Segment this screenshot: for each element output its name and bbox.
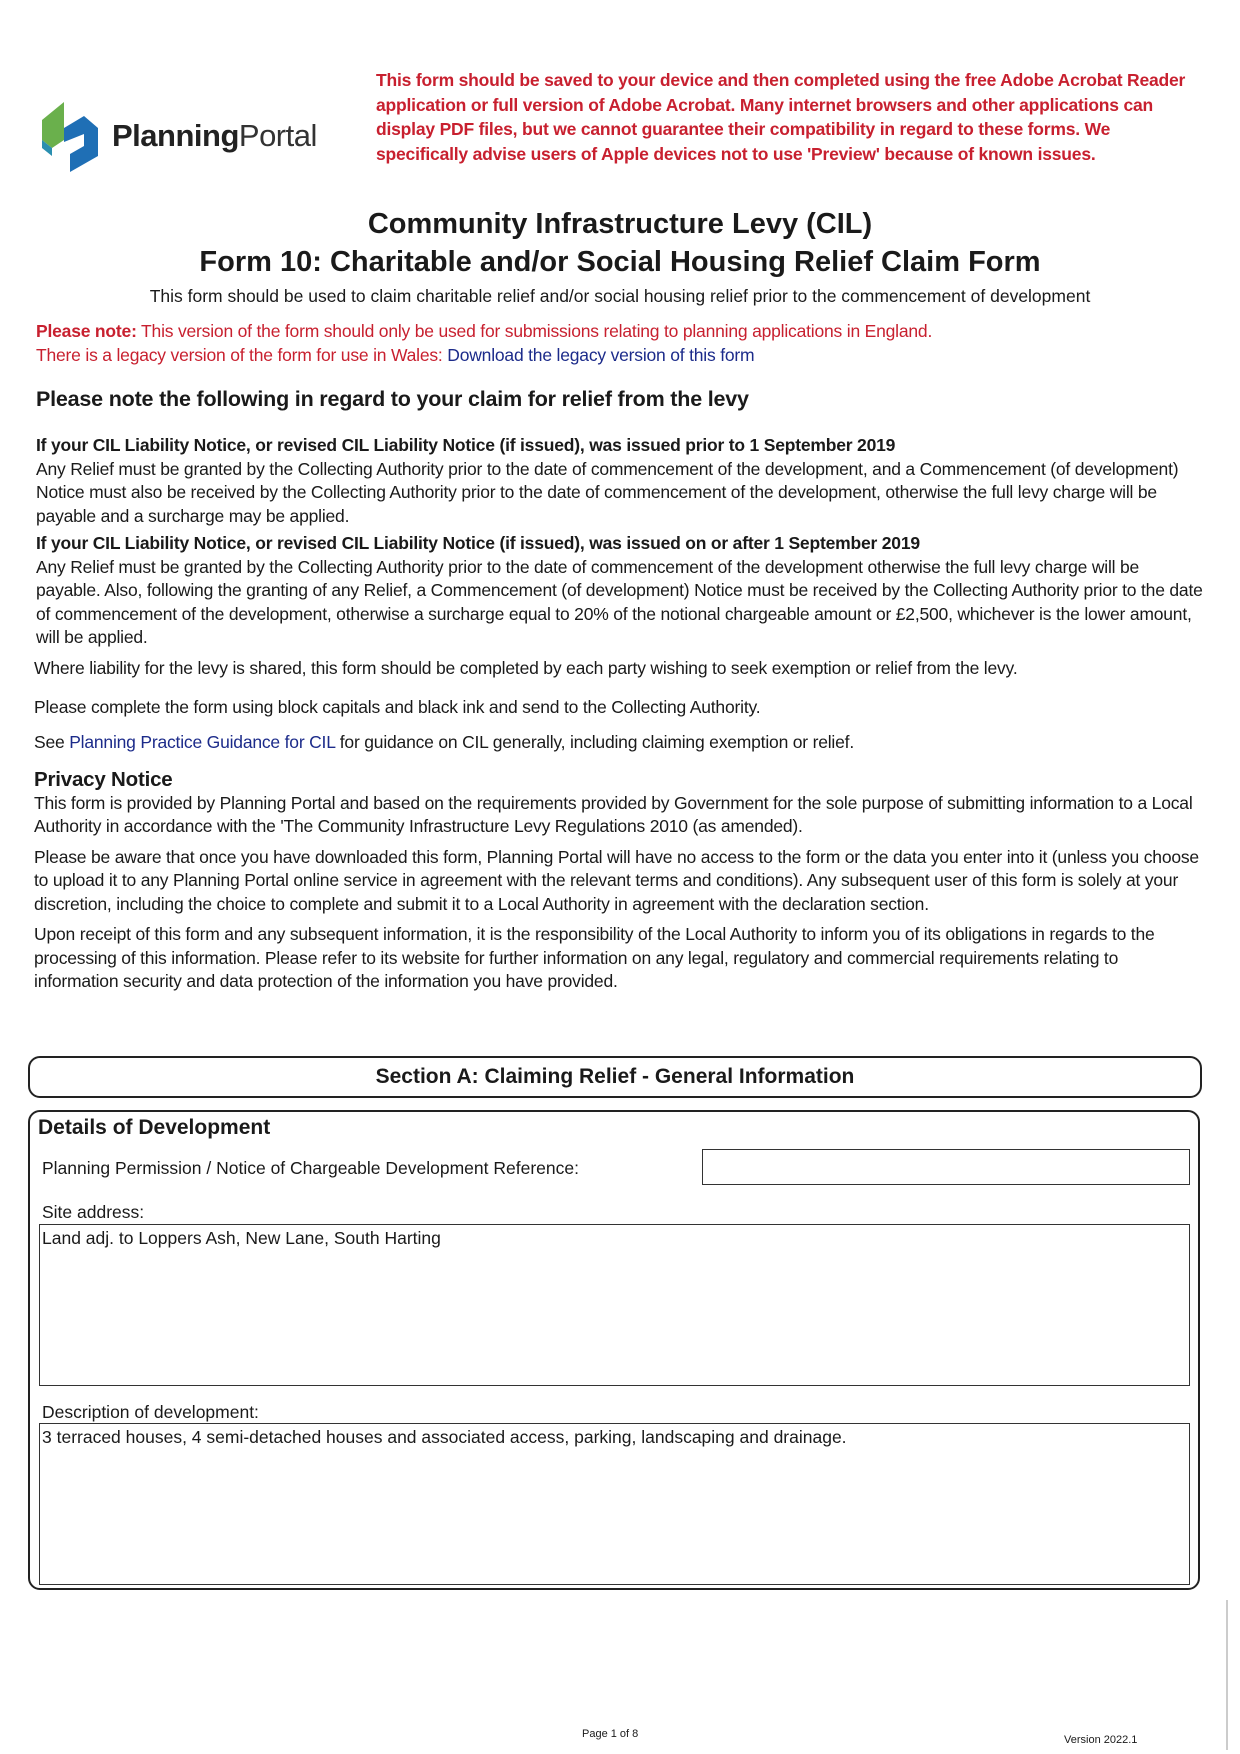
privacy-paragraph: This form is provided by Planning Portal and based on the requirements provided by Government for the sole purpose of submitting information to a Local Authority in accordance with the 'The Community Infrastructure Levy Regulations 2010 (as amended). [34,792,1193,836]
guidance-paragraph: Where liability for the levy is shared, this form should be completed by each party wishing to seek exemption or relief from the levy. [34,657,1018,678]
privacy-paragraph: Upon receipt of this form and any subsequent information, it is the responsibility of the Local Authority to inform you of its obligations in regards to the processing of this information. Please refer to its website for further information on any legal, regulatory and commercial requirements relating to information security and data protection of the information you have provided. [34,924,1155,991]
practice-guidance-link[interactable]: Planning Practice Guidance for CIL [69,731,336,752]
reference-label: Planning Permission / Notice of Chargeable Development Reference: [42,1158,579,1178]
guidance-link-line: See Planning Practice Guidance for CIL for guidance on CIL generally, including claiming exemption or relief. [34,731,854,752]
form-title: Community Infrastructure Levy (CIL) [367,208,873,240]
form-purpose: This form should be used to claim charitable relief and/or social housing relief prior to the commencement of development [149,286,1091,306]
site-address-label: Site address: [42,1202,145,1222]
page-number: Page 1 of 8 [582,1728,639,1740]
logo-text: PlanningPortal [112,118,317,153]
site-address-input[interactable]: Land adj. to Loppers Ash, New Lane, South Harting [39,1224,1190,1386]
details-of-development-panel [28,1110,1200,1590]
logo-icon [40,100,102,172]
legacy-note: There is a legacy version of the form for use in Wales: Download the legacy version of this form [36,345,755,365]
guidance-text [36,434,1206,994]
planning-portal-logo [40,100,330,172]
guidance-heading: Please note the following in regard to your claim for relief from the levy [36,387,749,411]
guidance-paragraph: Please complete the form using block capitals and black ink and send to the Collecting Authority. [34,697,761,717]
guidance-subheading: If your CIL Liability Notice, or revised CIL Liability Notice (if issued), was issued on or after 1 September 2019 [36,533,920,553]
guidance-paragraph: Any Relief must be granted by the Collecting Authority prior to the date of commencement of the development, and a Commencement (of development) Notice must also be received by the Collecting Authority prior to the date of commencement of the development, otherwise the full levy charge will be payable and a surcharge may be applied. [36,458,1179,526]
details-heading: Details of Development [38,1116,271,1139]
guidance-subheading: If your CIL Liability Notice, or revised CIL Liability Notice (if issued), was issued prior to 1 September 2019 [36,435,896,455]
description-input[interactable]: 3 terraced houses, 4 semi-detached houses and associated access, parking, landscaping and drainage. [39,1423,1190,1585]
guidance-paragraph: Any Relief must be granted by the Collecting Authority prior to the date of commencement of the development otherwise the full levy charge will be payable. Also, following the granting of any Relief, a Commencement (of development) Notice must be received by the Collecting Authority prior to the date of commencement of the development, otherwise a surcharge equal to 20% of the notional chargeable amount or £2,500, whichever is the lower amount, will be applied. [36,556,1203,647]
privacy-heading: Privacy Notice [34,768,173,791]
scan-edge [1226,1600,1228,1750]
section-a-header: Section A: Claiming Relief - General Information [28,1056,1202,1098]
reference-input[interactable] [702,1149,1190,1185]
legacy-form-link[interactable]: Download the legacy version of this form [447,345,755,365]
compatibility-warning: This form should be saved to your device and then completed using the free Adobe Acrobat Reader application or full version of Adobe Acrobat. Many internet browsers and other applications can display PDF files, but we cannot guarantee their compatibility in regard to these forms. We specifically advise users of Apple devices not to use 'Preview' because of known issues. [376,70,1186,164]
version-label: Version 2022.1 [1064,1734,1138,1746]
description-label: Description of development: [42,1402,259,1422]
form-subtitle-title: Form 10: Charitable and/or Social Housing Relief Claim Form [199,246,1041,278]
privacy-paragraph: Please be aware that once you have downloaded this form, Planning Portal will have no access to the form or the data you enter into it (unless you choose to upload it to any Planning Portal online service in agreement with the relevant terms and conditions). Any subsequent user of this form is solely at your discretion, including the choice to complete and submit it to a Local Authority in agreement with the declaration section. [34,846,1199,914]
please-note: Please note: This version of the form should only be used for submissions relating to planning applications in England. [36,321,933,341]
